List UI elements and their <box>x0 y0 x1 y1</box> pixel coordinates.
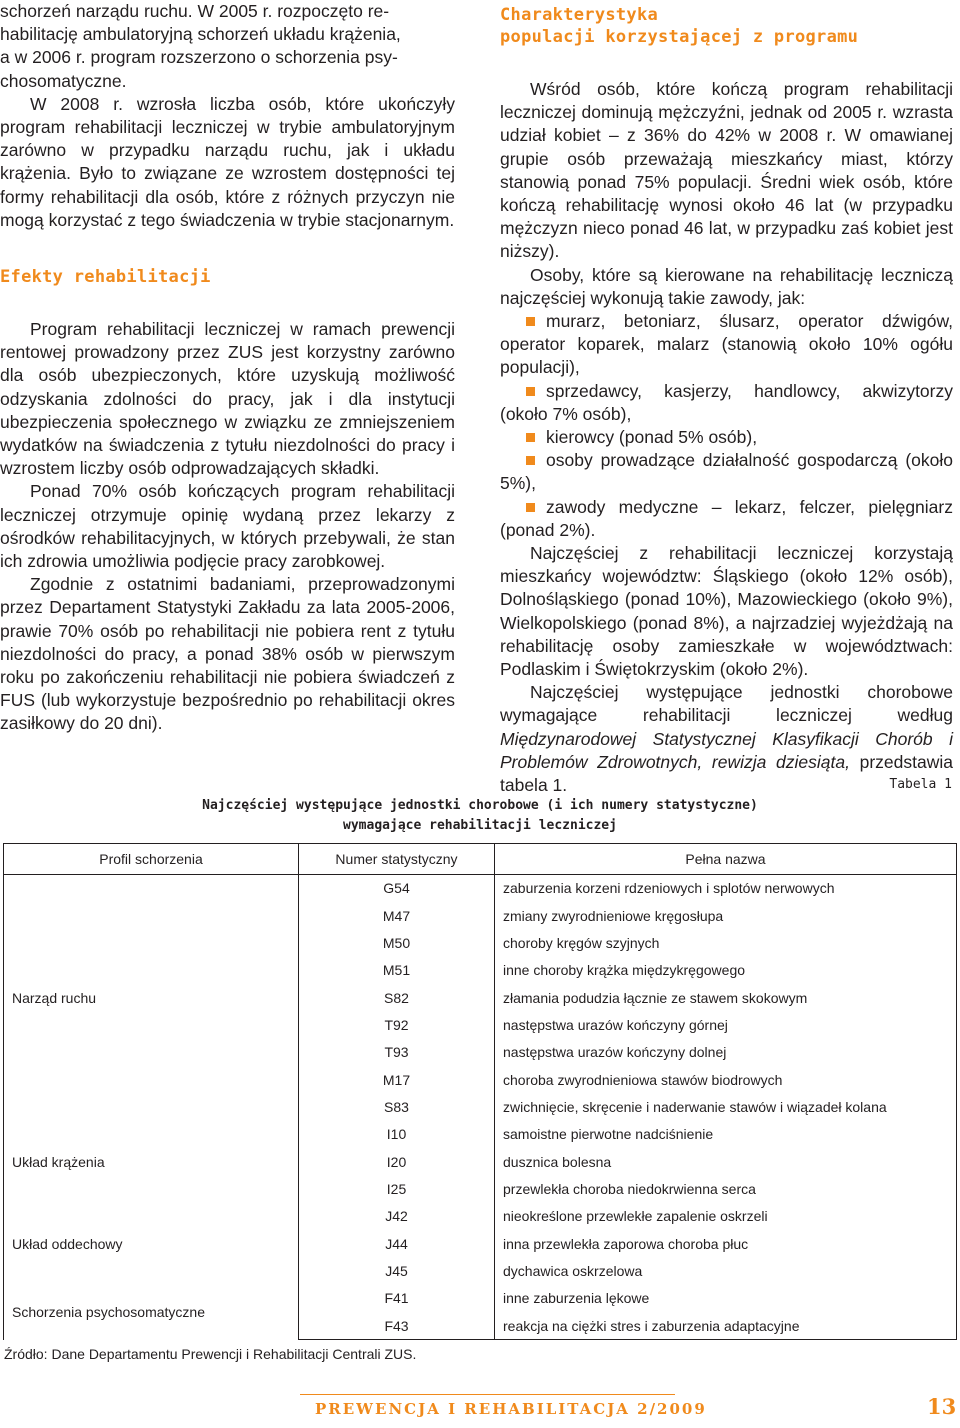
table-caption <box>0 796 960 836</box>
full-name-cell: złamania podudzia łącznie ze stawem skokowym <box>495 984 957 1011</box>
left-paragraph-2: W 2008 r. wzrosła liczba osób, które ukończyły program rehabilitacji leczniczej w trybie ambulatoryjnym zarówno w przypadku narządu ruchu, jak i układu krążenia. Było to związane ze wzrostem dostępności tej formy rehabilitacji dla osób, które z różnych przyczyn nie mogą korzystać z tego świadczenia w trybie stacjonarnym. <box>0 93 455 230</box>
bullet-item <box>500 380 953 426</box>
code-cell: S82 <box>299 984 495 1011</box>
right-paragraph-3: Najczęściej z rehabilitacji leczniczej korzystają mieszkańcy województw: Śląskiego (około 12% osób), Dolnośląskiego (ponad 10%), Mazowieckiego (około 9%), Wielkopolskiego (ponad 8%), a najrzadziej wyjeżdżają na rehabilitację osoby zamieszkałe w województwach: Podlaskim i Świętokrzyskim (około 2%). <box>500 543 953 680</box>
text-line: habilitację ambulatoryjną schorzeń układu krążenia, <box>0 24 401 45</box>
profile-cell: Układ krążenia <box>4 1121 299 1203</box>
text-line: chosomatyczne. <box>0 70 127 91</box>
header-full-name: Pełna nazwa <box>495 844 957 875</box>
code-cell: M51 <box>299 957 495 984</box>
header-code: Numer statystyczny <box>299 844 495 875</box>
full-name-cell: dusznica bolesna <box>495 1148 957 1175</box>
code-cell: I20 <box>299 1148 495 1175</box>
heading-line: populacji korzystającej z programu <box>500 27 859 47</box>
right-column <box>500 0 953 797</box>
right-paragraph-4 <box>500 681 953 797</box>
italic-title: Międzynarodowej Statystycznej Klasyfikacji Chorób i Problemów Zdrowotnych, rewizja dziesiąta, <box>500 728 953 772</box>
code-cell: S83 <box>299 1093 495 1120</box>
text-line: schorzeń narządu ruchu. W 2005 r. rozpoczęto re- <box>0 1 390 21</box>
left-column <box>0 0 455 736</box>
full-name-cell: choroby kręgów szyjnych <box>495 929 957 956</box>
table-row <box>4 1121 957 1148</box>
code-cell: M17 <box>299 1066 495 1093</box>
code-cell: F43 <box>299 1312 495 1340</box>
code-cell: G54 <box>299 875 495 902</box>
full-name-cell: następstwa urazów kończyny dolnej <box>495 1039 957 1066</box>
right-paragraph-1: Wśród osób, które kończą program rehabilitacji leczniczej dominują mężczyźni, jednak od 2005 r. wzrasta udział kobiet – z 36% do 42% w 2008 r. W omawianej grupie osób przeważają mieszkańcy miast, którzy stanowią ponad 75% populacji. Średni wiek osób, które kończą rehabilitację wynosi około 46 lat (w przypadku mężczyzn nieco ponad 46 lat, w przypadku zaś kobiet jest niższy). <box>500 79 953 262</box>
left-paragraph-1 <box>0 0 455 93</box>
section-heading-population <box>500 4 953 48</box>
square-bullet-icon <box>526 387 535 396</box>
left-paragraph-4: Ponad 70% osób kończących program rehabilitacji leczniczej otrzymuje opinię wydaną przez lekarzy z ośrodków rehabilitacyjnych, w których przebywali, że stan ich zdrowia umożliwia podjęcie pracy zarobkowej. <box>0 481 455 572</box>
full-name-cell: nieokreślone przewlekłe zapalenie oskrzeli <box>495 1203 957 1230</box>
left-paragraph-3: Program rehabilitacji leczniczej w ramach prewencji rentowej prowadzony przez ZUS jest korzystny zarówno dla osób ubezpieczonych, które uzyskują możliwość odzyskania zdolności do pracy, jak i dla instytucji ubezpieczenia społecznego w związku ze zmniejszeniem wydatków na świadczenia z tytułu niezdolności do pracy i wzrostem liczby osób odprowadzających składki. <box>0 319 455 479</box>
table-row <box>4 875 957 902</box>
bullet-item <box>500 426 953 449</box>
full-name-cell: choroba zwyrodnieniowa stawów biodrowych <box>495 1066 957 1093</box>
full-name-cell: zaburzenia korzeni rdzeniowych i splotów nerwowych <box>495 875 957 902</box>
code-cell: J45 <box>299 1257 495 1284</box>
bullet-item <box>500 310 953 380</box>
bullet-text: osoby prowadzące działalność gospodarczą (około 5%), <box>500 450 953 494</box>
full-name-cell: zmiany zwyrodnieniowe kręgosłupa <box>495 902 957 929</box>
caption-line: Najczęściej występujące jednostki chorobowe (i ich numery statystyczne) <box>202 798 758 813</box>
bullet-text: kierowcy (ponad 5% osób), <box>546 427 758 448</box>
code-cell: M47 <box>299 902 495 929</box>
footer-magazine-title: PREWENCJA I REHABILITACJA 2/2009 <box>315 1400 707 1418</box>
table-row <box>4 1203 957 1230</box>
square-bullet-icon <box>526 456 535 465</box>
header-profile: Profil schorzenia <box>4 844 299 875</box>
full-name-cell: inne choroby krążka międzykręgowego <box>495 957 957 984</box>
full-name-cell: zwichnięcie, skręcenie i naderwanie stawów i wiązadeł kolana <box>495 1093 957 1120</box>
table-header-row <box>4 844 957 875</box>
heading-line: Charakterystyka <box>500 5 659 25</box>
full-name-cell: inne zaburzenia lękowe <box>495 1285 957 1312</box>
full-name-cell: następstwa urazów kończyny górnej <box>495 1011 957 1038</box>
code-cell: T93 <box>299 1039 495 1066</box>
full-name-cell: dychawica oskrzelowa <box>495 1257 957 1284</box>
bullet-text: zawody medyczne – lekarz, felczer, pielęgniarz (ponad 2%). <box>500 496 953 540</box>
square-bullet-icon <box>526 433 535 442</box>
code-cell: I10 <box>299 1121 495 1148</box>
code-cell: J44 <box>299 1230 495 1257</box>
table-body <box>4 875 957 1340</box>
square-bullet-icon <box>526 317 535 326</box>
bullet-text: sprzedawcy, kasjerzy, handlowcy, akwizytorzy (około 7% osób), <box>500 380 953 424</box>
profile-cell: Układ oddechowy <box>4 1203 299 1285</box>
full-name-cell: inna przewlekła zaporowa choroba płuc <box>495 1230 957 1257</box>
full-name-cell: samoistne pierwotne nadciśnienie <box>495 1121 957 1148</box>
text-run: przedstawia tabela 1. <box>500 751 953 796</box>
code-cell: F41 <box>299 1285 495 1312</box>
section-heading-effects: Efekty rehabilitacji <box>0 267 211 288</box>
table-row <box>4 1285 957 1312</box>
table-reference-label: Tabela 1 <box>889 777 952 792</box>
right-paragraph-2: Osoby, które są kierowane na rehabilitację leczniczą najczęściej wykonują takie zawody, jak: <box>500 264 953 308</box>
code-cell: J42 <box>299 1203 495 1230</box>
bullet-item <box>500 496 953 542</box>
square-bullet-icon <box>526 503 535 512</box>
full-name-cell: reakcja na ciężki stres i zaburzenia adaptacyjne <box>495 1312 957 1340</box>
footer-divider <box>300 1394 675 1395</box>
caption-line: wymagające rehabilitacji leczniczej <box>343 818 617 833</box>
page-number: 13 <box>927 1394 957 1419</box>
bullet-item <box>500 449 953 495</box>
code-cell: M50 <box>299 929 495 956</box>
code-cell: T92 <box>299 1011 495 1038</box>
left-paragraph-5: Zgodnie z ostatnimi badaniami, przeprowadzonymi przez Departament Statystyki Zakładu za lata 2005-2006, prawie 70% osób po rehabilitacji nie pobiera rent z tytułu niezdolności do pracy, a ponad 38% osób w pierwszym roku po zakończeniu rehabilitacji nie pobiera świadczeń z FUS (lub wykorzystuje bezpośrednio po rehabilitacji okres zasiłkowy do 20 dni). <box>0 574 455 734</box>
disease-table <box>3 843 957 1340</box>
profile-cell: Narząd ruchu <box>4 875 299 1121</box>
profile-cell: Schorzenia psychosomatyczne <box>4 1285 299 1340</box>
table-source-note: Źródło: Dane Departamentu Prewencji i Rehabilitacji Centrali ZUS. <box>4 1346 417 1362</box>
text-run: Najczęściej występujące jednostki chorobowe wymagające rehabilitacji leczniczej według <box>500 682 953 726</box>
full-name-cell: przewlekła choroba niedokrwienna serca <box>495 1175 957 1202</box>
text-line: a w 2006 r. program rozszerzono o schorzenia psy- <box>0 47 398 68</box>
code-cell: I25 <box>299 1175 495 1202</box>
bullet-text: murarz, betoniarz, ślusarz, operator dźwigów, operator koparek, malarz (stanowią około 10% ogółu populacji), <box>500 311 953 378</box>
